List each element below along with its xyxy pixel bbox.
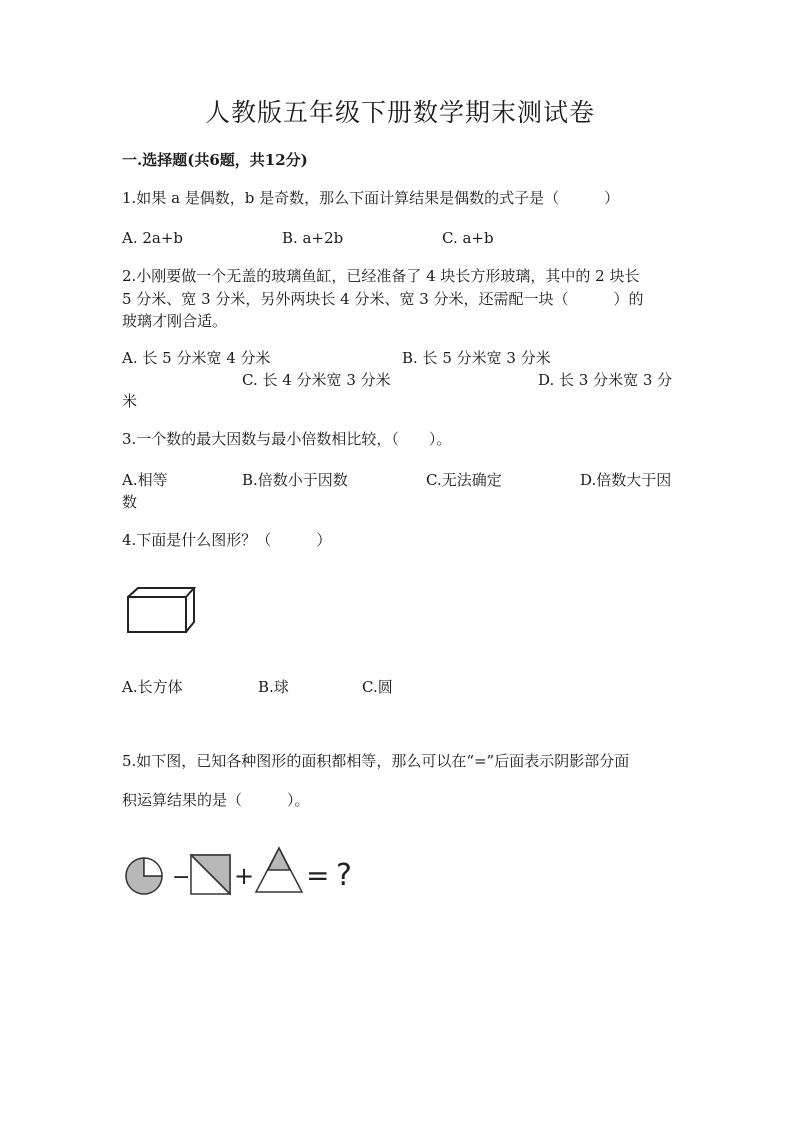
question-2-line-2: 5 分米、宽 3 分米，另外两块长 4 分米、宽 3 分米，还需配一块（ ）的	[122, 290, 644, 308]
question-2-option-c: C. 长 4 分米宽 3 分米	[242, 371, 391, 389]
question-1-text: 1.如果 a 是偶数，b 是奇数，那么下面计算结果是偶数的式子是（ ）	[122, 189, 620, 207]
question-3-option-a: A.相等	[122, 471, 168, 489]
square-shape	[191, 855, 230, 894]
question-2-line-3: 玻璃才刚合适。	[122, 312, 228, 330]
question-2-option-d-wrap: 米	[122, 392, 138, 410]
question-4-option-a: A.长方体	[122, 678, 183, 696]
question-5-line-1: 5.如下图，已知各种图形的面积都相等，那么可以在“=”后面表示阴影部分面	[122, 752, 630, 770]
question-1-option-a: A. 2a+b	[122, 229, 184, 247]
triangle-shape	[256, 848, 302, 892]
cuboid-figure	[122, 585, 198, 637]
question-3-option-b: B.倍数小于因数	[242, 471, 348, 489]
question-1-option-b: B. a+2b	[282, 229, 344, 247]
page-title: 人教版五年级下册数学期末测试卷	[204, 98, 595, 127]
area-equation-figure	[122, 842, 372, 898]
question-3-option-c: C.无法确定	[426, 471, 502, 489]
section-heading: 一.选择题(共6题，共12分)	[122, 151, 308, 169]
question-mark: ?	[336, 858, 352, 893]
question-3-text: 3.一个数的最大因数与最小倍数相比较，（ ）。	[122, 430, 452, 448]
question-4-option-c: C.圆	[362, 678, 393, 696]
question-2-option-b: B. 长 5 分米宽 3 分米	[402, 349, 551, 367]
plus-operator: +	[234, 862, 255, 890]
circle-shape	[126, 858, 162, 894]
question-3-option-d-wrap: 数	[122, 493, 138, 511]
question-1-option-c: C. a+b	[442, 229, 494, 247]
question-4-option-b: B.球	[258, 678, 289, 696]
question-2-line-1: 2.小刚要做一个无盖的玻璃鱼缸，已经准备了 4 块长方形玻璃，其中的 2 块长	[122, 267, 640, 285]
question-3-option-d: D.倍数大于因	[580, 471, 672, 489]
question-2-option-a: A. 长 5 分米宽 4 分米	[122, 349, 271, 367]
minus-operator: −	[172, 865, 191, 890]
question-2-option-d: D. 长 3 分米宽 3 分	[538, 371, 673, 389]
question-4-text: 4.下面是什么图形？（ ）	[122, 531, 332, 549]
equals-operator: =	[306, 859, 330, 892]
question-5-line-2: 积运算结果的是（ ）。	[122, 791, 310, 809]
